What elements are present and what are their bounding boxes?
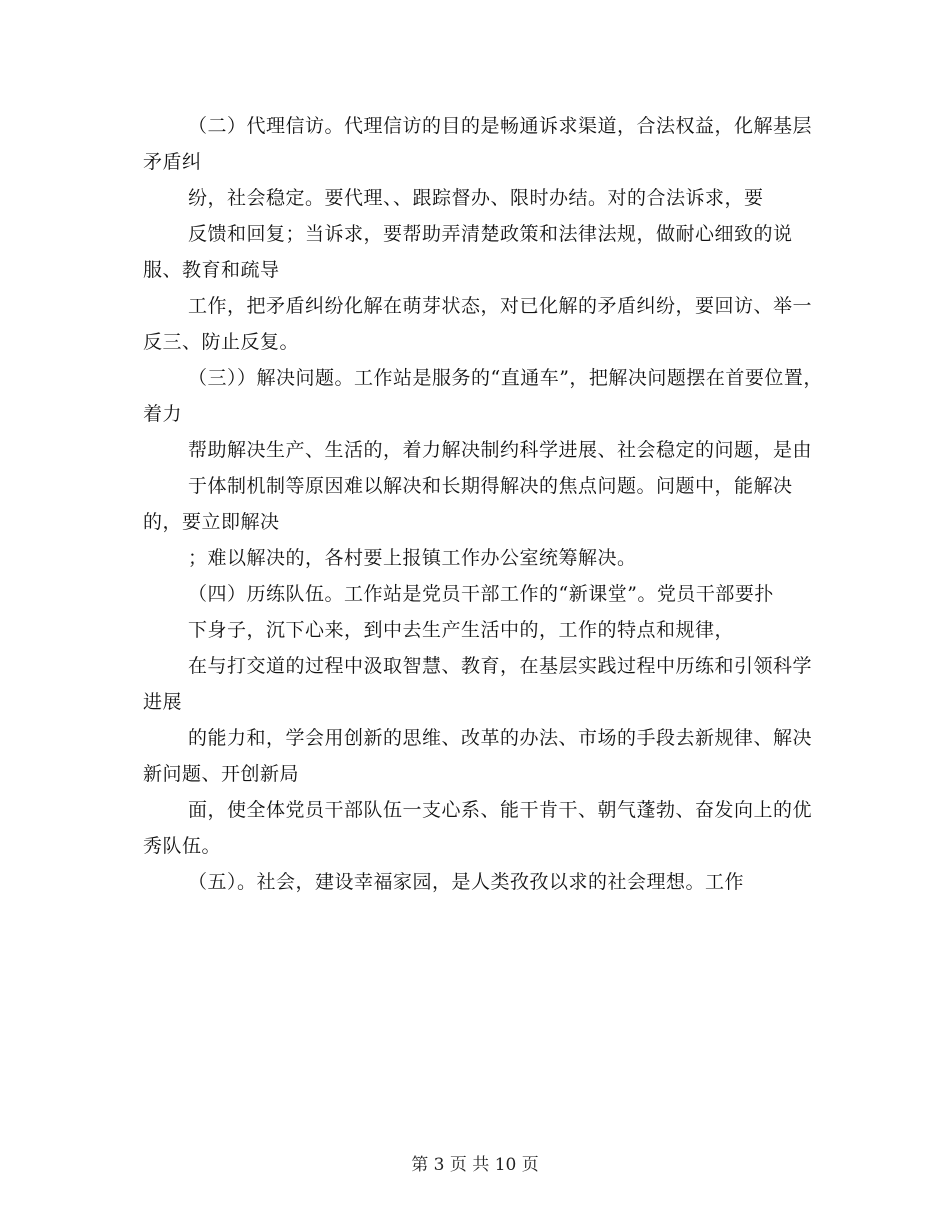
paragraph-2: 纷，社会稳定。要代理、、跟踪督办、限时办结。对的合法诉求，要 [188, 187, 764, 209]
paragraph-1: （二）代理信访。代理信访的目的是畅通诉求渠道，合法权益，化解基层矛盾纠 [143, 115, 813, 173]
paragraph-6: 帮助解决生产、生活的，着力解决制约科学进展、社会稳定的问题，是由 [188, 439, 813, 461]
page-footer [0, 1153, 950, 1177]
paragraph-7: 于体制机制等原因难以解决和长期得解决的焦点问题。问题中，能解决的，要立即解决 [143, 475, 793, 533]
paragraph-14: （五）。社会，建设幸福家园，是人类孜孜以求的社会理想。工作 [188, 871, 745, 893]
paragraph-4: 工作，把矛盾纠纷化解在萌芽状态，对已化解的矛盾纠纷，要回访、举一反三、防止反复。 [143, 295, 813, 353]
paragraph-3: 反馈和回复；当诉求，要帮助弄清楚政策和法律法规，做耐心细致的说服、教育和疏导 [143, 223, 793, 281]
paragraph-11: 在与打交道的过程中汲取智慧、教育，在基层实践过程中历练和引领科学进展 [143, 655, 813, 713]
body-text [143, 108, 823, 900]
paragraph-9: （四）历练队伍。工作站是党员干部工作的“新课堂”。党员干部要扑 [188, 583, 774, 605]
paragraph-5: （三））解决问题。工作站是服务的“直通车”，把解决问题摆在首要位置，着力 [143, 367, 823, 425]
paragraph-12: 的能力和，学会用创新的思维、改革的办法、市场的手段去新规律、解决新问题、开创新局 [143, 727, 813, 785]
paragraph-8: ；难以解决的，各村要上报镇工作办公室统筹解决。 [188, 547, 637, 569]
paragraph-10: 下身子，沉下心来，到中去生产生活中的，工作的特点和规律， [188, 619, 735, 641]
page-number: 第 3 页 共 10 页 [411, 1155, 539, 1175]
paragraph-13: 面，使全体党员干部队伍一支心系、能干肯干、朝气蓬勃、奋发向上的优秀队伍。 [143, 799, 813, 857]
